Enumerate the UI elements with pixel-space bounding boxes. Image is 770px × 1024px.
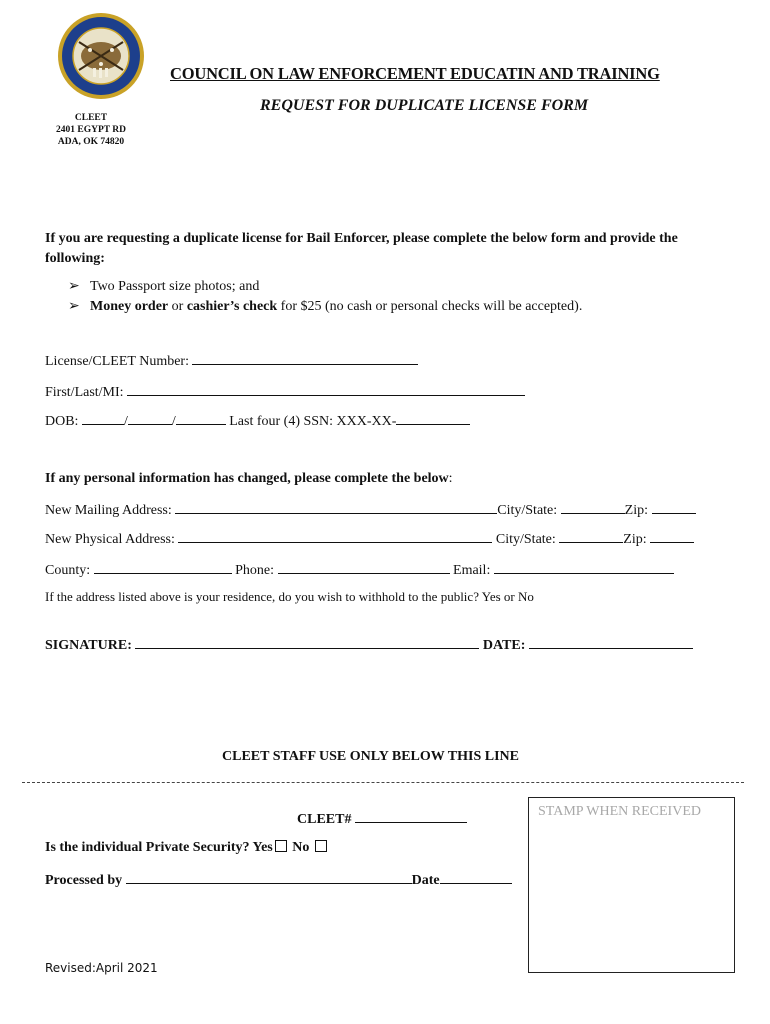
county-label: County: [45,563,91,578]
county-field[interactable] [94,561,232,574]
dob-ssn-row: DOB: / / Last four (4) SSN: XXX-XX- [45,412,470,430]
arrow-bullet-icon: ➢ [68,299,80,314]
name-label: First/Last/MI: [45,385,124,400]
phone-field[interactable] [278,561,450,574]
physical-city-label: City/State: [495,532,556,547]
processed-by-label: Processed by [45,873,123,888]
cleet-number-label: CLEET# [297,812,352,827]
signature-field[interactable] [135,636,479,649]
signature-date-label: DATE: [482,638,526,653]
list-item: ➢ Money order or cashier’s check for $25 (no cash or personal checks will be accepted). [68,297,582,317]
stamp-label: STAMP WHEN RECEIVED [538,804,701,819]
dob-year-field[interactable] [176,412,226,425]
physical-zip-label: Zip: [623,532,647,547]
email-field[interactable] [494,561,674,574]
staff-heading: CLEET STAFF USE ONLY BELOW THIS LINE [222,749,519,764]
mailing-zip-field[interactable] [652,501,696,514]
license-number-row [45,352,418,370]
list-item: ➢ Two Passport size photos; and [68,277,582,297]
cleet-seal-icon [57,12,145,100]
ssn-field[interactable] [396,412,470,425]
signature-date-field[interactable] [529,636,693,649]
address-line-1: CLEET [74,113,108,123]
license-number-field[interactable] [192,352,418,365]
physical-address-row [45,530,694,548]
withhold-question: If the address listed above is your residence, do you wish to withhold to the public? Yes or No [45,589,534,604]
arrow-bullet-icon: ➢ [68,279,80,294]
phone-label: Phone: [235,563,275,578]
mailing-address-field[interactable] [175,501,497,514]
dob-month-field[interactable] [82,412,124,425]
signature-label: SIGNATURE: [45,638,132,653]
stamp-box [528,797,735,973]
mailing-zip-label: Zip: [624,503,648,518]
physical-zip-field[interactable] [650,530,694,543]
private-security-question: Is the individual Private Security? Yes [45,840,273,855]
dob-day-field[interactable] [128,412,172,425]
yes-checkbox[interactable] [275,840,287,852]
address-line-3: ADA, OK 74820 [57,137,125,147]
dashed-divider [22,782,744,783]
name-row [45,383,525,401]
intro-text: If you are requesting a duplicate license for Bail Enforcer, please complete the below form and provide the following: [45,231,678,266]
mailing-address-label: New Mailing Address: [45,503,172,518]
requirements-list [68,277,582,317]
license-number-label: License/CLEET Number: [45,354,189,369]
processed-date-label: Date [411,873,440,888]
cleet-number-field[interactable] [355,810,467,823]
contact-row [45,561,674,579]
no-checkbox[interactable] [315,840,327,852]
physical-address-field[interactable] [178,530,492,543]
mailing-city-label: City/State: [497,503,558,518]
form-subtitle: REQUEST FOR DUPLICATE LICENSE FORM [260,97,589,114]
address-line-2: 2401 EGYPT RD [55,125,127,135]
changes-heading: If any personal information has changed, please complete the below: [45,471,453,486]
physical-address-label: New Physical Address: [45,532,175,547]
dob-label: DOB: [45,414,79,429]
processed-by-field[interactable] [126,871,412,884]
ssn-label: Last four (4) SSN: XXX-XX- [229,414,397,429]
name-field[interactable] [127,383,525,396]
email-label: Email: [453,563,491,578]
processed-date-field[interactable] [440,871,512,884]
processed-row [45,871,512,889]
page-title: COUNCIL ON LAW ENFORCEMENT EDUCATIN AND TRAINING [170,64,660,83]
no-label: No [292,840,310,855]
revised-date: Revised:April 2021 [45,961,158,975]
cleet-number-row [297,810,467,828]
mailing-address-row [45,501,696,519]
private-security-row [45,840,329,856]
signature-row [45,636,693,654]
physical-city-field[interactable] [559,530,623,543]
mailing-city-field[interactable] [561,501,625,514]
